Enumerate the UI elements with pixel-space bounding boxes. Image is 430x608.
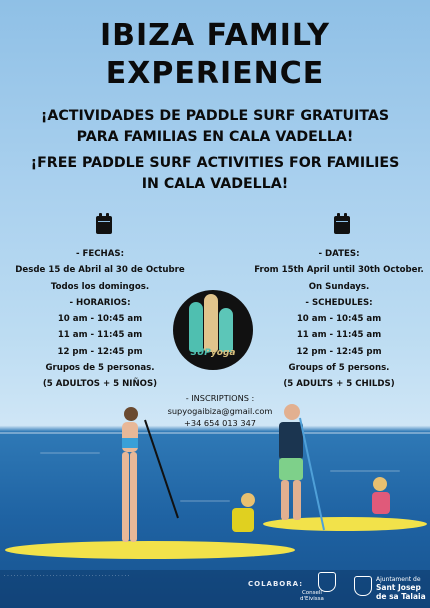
consell-line2: d'Eivissa <box>300 596 324 602</box>
subtitle-spanish <box>14 106 416 148</box>
subtitle-spanish-line1: ¡ACTIVIDADES DE PADDLE SURF GRATUITAS <box>40 108 390 124</box>
consell-line1: Consell <box>301 590 322 596</box>
person-leg <box>130 452 137 542</box>
poster-title-line2: EXPERIENCE <box>105 56 325 91</box>
dates-label: - FECHAS: <box>75 249 125 259</box>
time-slot: 10 am - 10:45 am <box>57 314 143 325</box>
paddle <box>300 418 324 530</box>
logo-text-yoga: yoga <box>210 348 236 358</box>
dates-text: From 15th April until 30th October. <box>254 265 424 276</box>
days-text: On Sundays. <box>308 281 370 292</box>
time-slot: 11 am - 11:45 am <box>296 330 382 341</box>
days-text: Todos los domingos. <box>50 281 150 292</box>
logo-board-shape <box>219 308 233 352</box>
swimsuit <box>122 438 138 448</box>
groups-text: Grupos de 5 personas. <box>45 363 155 374</box>
footer-bar <box>0 570 430 608</box>
consell-crest-icon <box>318 572 336 592</box>
person-head <box>284 404 300 420</box>
composition-text: (5 ADULTS + 5 CHILDS) <box>283 379 395 390</box>
logo-text-sup: SUP <box>190 348 211 358</box>
life-vest <box>232 508 254 532</box>
sant-josep-logo <box>376 576 426 602</box>
sant-josep-crest-icon <box>354 576 372 596</box>
sj-line3: de sa Talaia <box>376 592 426 601</box>
person-head <box>124 407 138 421</box>
time-slot: 12 pm - 12:45 pm <box>296 346 382 357</box>
logo-text <box>173 348 253 358</box>
dates-label: - DATES: <box>318 249 360 259</box>
time-slot: 11 am - 11:45 am <box>57 330 143 341</box>
paddle <box>145 420 178 518</box>
person-head <box>373 477 387 491</box>
groups-text: Groups of 5 persons. <box>288 363 390 374</box>
inscriptions-label: - INSCRIPTIONS : <box>185 393 255 403</box>
wetsuit <box>279 422 303 460</box>
sup-yoga-logo <box>173 290 253 370</box>
calendar-icon <box>96 216 112 234</box>
person-leg <box>122 452 129 542</box>
calendar-icon <box>334 216 350 234</box>
spanish-info <box>10 246 190 393</box>
poster-title-line1: IBIZA FAMILY <box>99 18 331 53</box>
time-slot: 10 am - 10:45 am <box>296 314 382 325</box>
life-vest <box>372 492 390 514</box>
dates-text: Desde 15 de Abril al 30 de Octubre <box>15 265 185 276</box>
sj-line1: Ajuntament de <box>376 576 421 583</box>
subtitle-english <box>14 153 416 195</box>
consell-logo <box>300 590 324 602</box>
composition-text: (5 ADULTOS + 5 NIÑOS) <box>42 379 158 390</box>
contact-email[interactable]: supyogaibiza@gmail.com <box>167 405 273 416</box>
contact-phone[interactable]: +34 654 013 347 <box>184 418 256 428</box>
paddle-scene-illustration <box>0 400 430 570</box>
schedule-label: - HORARIOS: <box>69 297 131 308</box>
time-slot: 12 pm - 12:45 pm <box>57 346 143 357</box>
person-leg <box>281 480 289 520</box>
sj-line2: Sant Josep <box>376 583 421 592</box>
paddle-board <box>5 541 295 559</box>
subtitle-english-line2: IN CALA VADELLA! <box>141 176 289 192</box>
subtitle-spanish-line2: PARA FAMILIAS EN CALA VADELLA! <box>76 129 354 145</box>
schedule-label: - SCHEDULES: <box>305 297 373 308</box>
shorts <box>279 458 303 480</box>
colabora-label: COLABORA: <box>248 580 303 588</box>
logo-board-shape <box>204 294 218 352</box>
subtitle-english-line1: ¡FREE PADDLE SURF ACTIVITIES FOR FAMILIES <box>30 155 400 171</box>
person-leg <box>293 480 301 520</box>
fine-print: · · · · · · · · · · · · · · · · · · · · · · · · · · · · · · · · · · · · · · · <box>4 574 130 579</box>
logo-board-shape <box>189 302 203 352</box>
english-info <box>248 246 430 393</box>
person-head <box>241 493 255 507</box>
